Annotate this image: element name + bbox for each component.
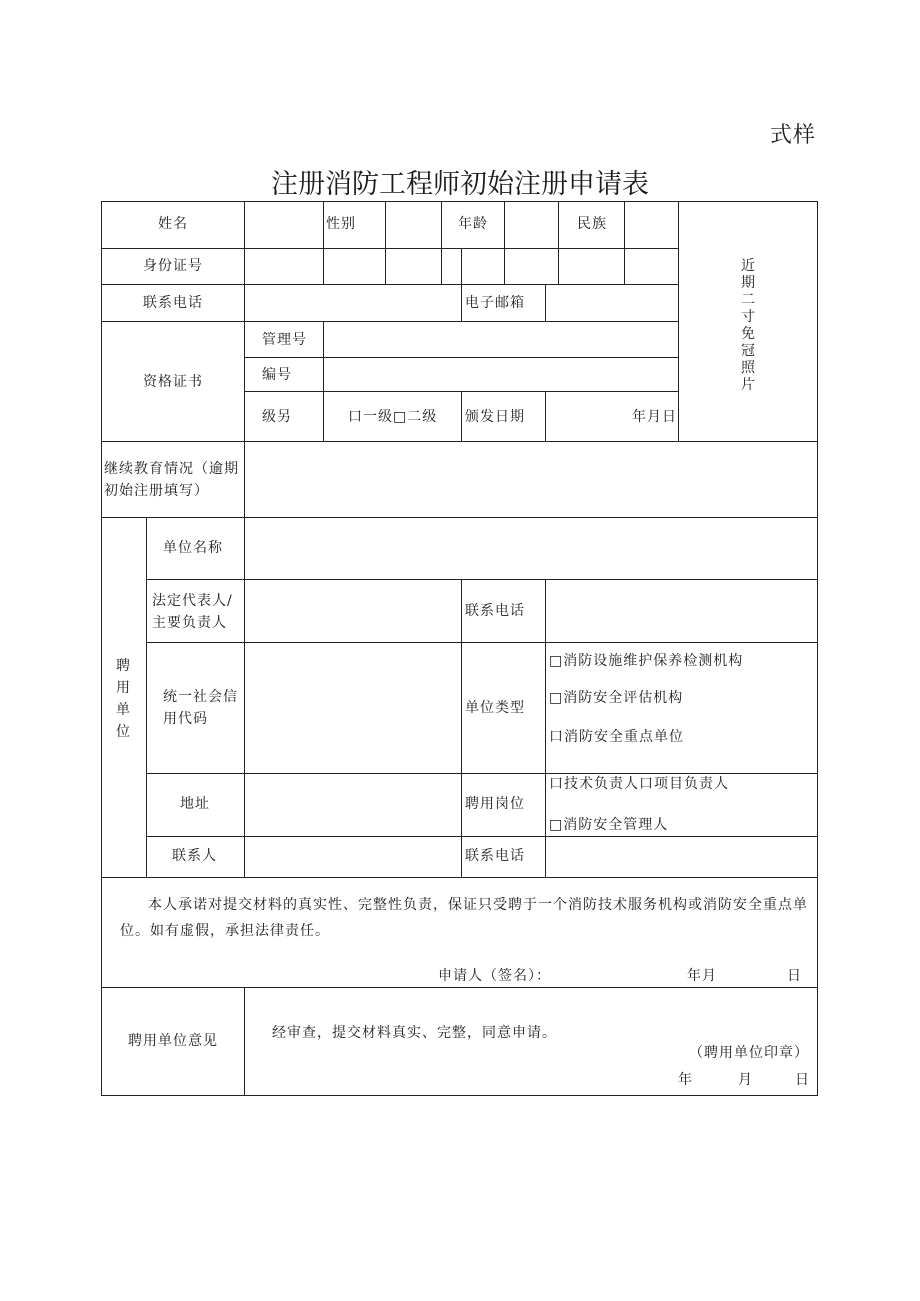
- opinion-day: 日: [795, 1072, 810, 1088]
- level-options[interactable]: 口一级□二级: [348, 409, 438, 425]
- employer-opinion-text: 经审查，提交材料真实、完整，同意申请。: [272, 1025, 557, 1041]
- gender-label: 性别: [326, 216, 356, 232]
- employer-section-label: 聘用单位: [116, 658, 130, 740]
- unit-type-option-2[interactable]: □消防安全评估机构: [549, 690, 684, 706]
- document-label: 式样: [770, 123, 817, 148]
- position-label: 聘用岗位: [465, 796, 525, 812]
- contact-person-label: 联系人: [172, 848, 217, 864]
- continuing-education-label: 继续教育情况（逾期初始注册填写）: [104, 461, 239, 499]
- legal-representative-label: 法定代表人/主要负责人: [152, 593, 233, 631]
- unit-type-label: 单位类型: [465, 700, 525, 716]
- position-option-2[interactable]: □消防安全管理人: [549, 817, 669, 833]
- pledge-text: 本人承诺对提交材料的真实性、完整性负责，保证只受聘于一个消防技术服务机构或消防安全重点单位。如有虚假，承担法律责任。: [120, 897, 808, 939]
- unit-type-option-3[interactable]: 口消防安全重点单位: [549, 729, 684, 745]
- unit-name-label: 单位名称: [163, 540, 223, 556]
- opinion-month: 月: [738, 1072, 753, 1088]
- employer-seal-label: （聘用单位印章）: [689, 1045, 809, 1061]
- contact-phone-label: 联系电话: [465, 848, 525, 864]
- certificate-number-label: 编号: [262, 367, 292, 383]
- photo-placeholder: 近期二寸免冠照片: [741, 258, 755, 393]
- issue-date-label: 颁发日期: [465, 409, 525, 425]
- management-number-label: 管理号: [262, 332, 307, 348]
- legal-rep-phone-label: 联系电话: [465, 603, 525, 619]
- employer-opinion-label: 聘用单位意见: [128, 1033, 218, 1049]
- id-number-label: 身份证号: [143, 258, 203, 274]
- phone-label: 联系电话: [143, 295, 203, 311]
- level-label: 级另: [262, 409, 292, 425]
- credit-code-label: 统一社会信用代码: [163, 689, 238, 727]
- address-label: 地址: [180, 796, 210, 812]
- certificate-label: 资格证书: [143, 374, 203, 390]
- issue-date-value: 年月日: [632, 409, 677, 425]
- email-label: 电子邮箱: [465, 295, 525, 311]
- unit-type-option-1[interactable]: □消防设施维护保养检测机构: [549, 653, 744, 669]
- applicant-signature-label: 申请人（签名）：: [438, 968, 551, 984]
- pledge-date-day: 日: [787, 968, 802, 984]
- opinion-year: 年: [678, 1072, 693, 1088]
- ethnicity-label: 民族: [577, 216, 607, 232]
- form-title: 注册消防工程师初始注册申请表: [271, 169, 649, 200]
- pledge-date-year-month: 年月: [687, 968, 717, 984]
- age-label: 年龄: [458, 216, 488, 232]
- position-option-1[interactable]: 口技术负责人口项目负责人: [549, 776, 729, 792]
- name-label: 姓名: [158, 216, 188, 232]
